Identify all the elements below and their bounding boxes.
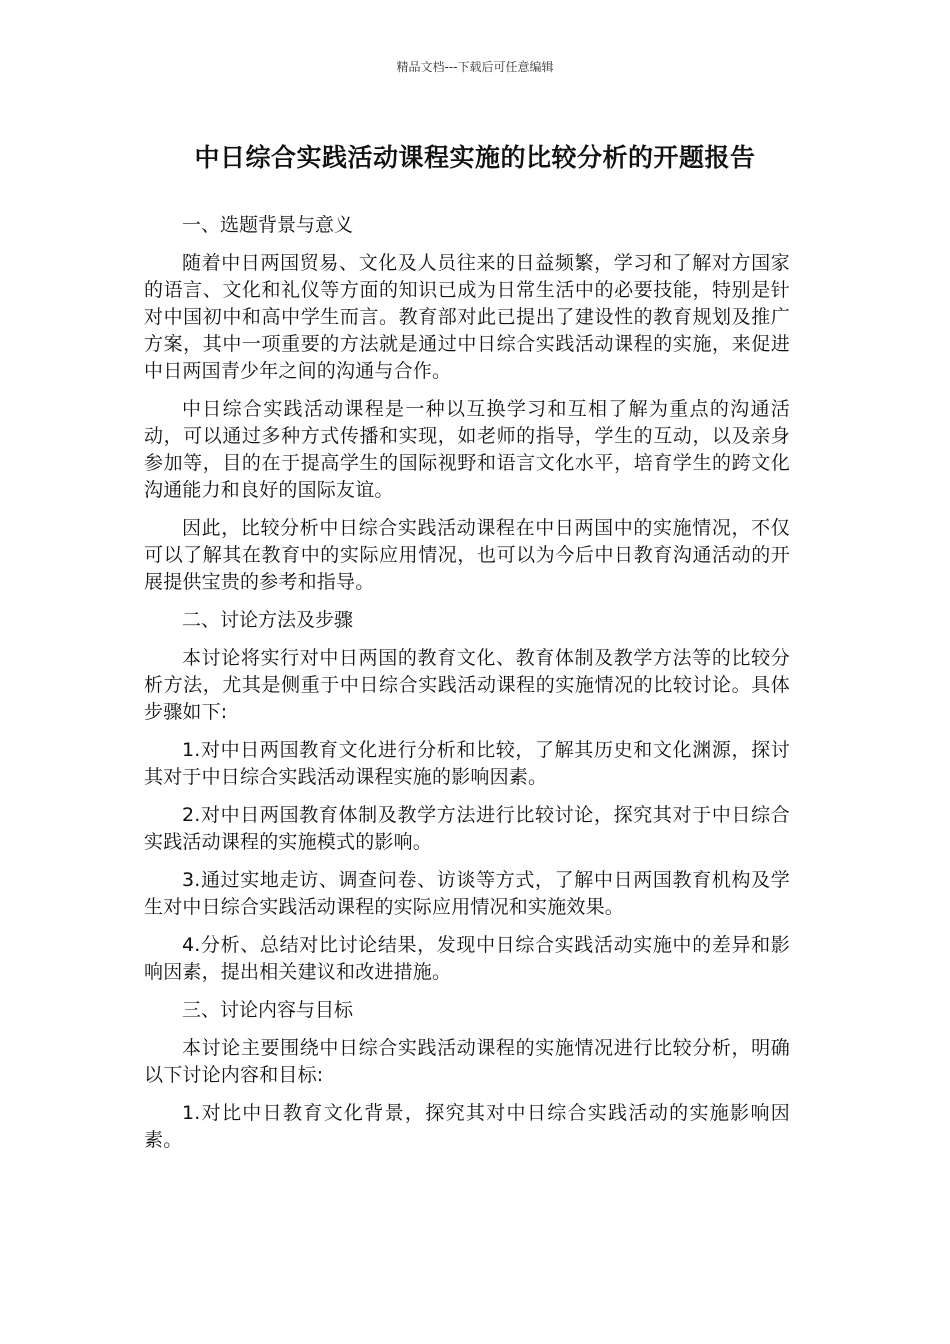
list-item: 1.对比中日教育文化背景，探究其对中日综合实践活动的实施影响因素。: [144, 1102, 790, 1151]
section-heading: 三、讨论内容与目标: [182, 999, 354, 1021]
paragraph: 本讨论将实行对中日两国的教育文化、教育体制及教学方法等的比较分析方法，尤其是侧重于中日综合实践活动课程的实施情况的比较讨论。具体步骤如下:: [144, 647, 790, 723]
paragraph: 中日综合实践活动课程是一种以互换学习和互相了解为重点的沟通活动，可以通过多种方式传播和实现，如老师的指导，学生的互动，以及亲身参加等，目的在于提高学生的国际视野和语言文化水平，培育学生的跨文化沟通能力和良好的国际友谊。: [144, 398, 790, 501]
document-body: [144, 212, 790, 1165]
header-note: 精品文档---下载后可任意编辑: [396, 60, 554, 74]
paragraph: 本讨论主要围绕中日综合实践活动课程的实施情况进行比较分析，明确以下讨论内容和目标:: [144, 1037, 790, 1086]
paragraph: 因此，比较分析中日综合实践活动课程在中日两国中的实施情况，不仅可以了解其在教育中的实际应用情况，也可以为今后中日教育沟通活动的开展提供宝贵的参考和指导。: [144, 517, 790, 593]
list-item: 3.通过实地走访、调查问卷、访谈等方式，了解中日两国教育机构及学生对中日综合实践活动课程的实际应用情况和实施效果。: [144, 869, 790, 918]
list-item: 1.对中日两国教育文化进行分析和比较，了解其历史和文化渊源，探讨其对于中日综合实践活动课程实施的影响因素。: [144, 739, 790, 788]
section-heading: 一、选题背景与意义: [182, 214, 354, 236]
list-item: 2.对中日两国教育体制及教学方法进行比较讨论，探究其对于中日综合实践活动课程的实施模式的影响。: [144, 804, 790, 853]
paragraph: 随着中日两国贸易、文化及人员往来的日益频繁，学习和了解对方国家的语言、文化和礼仪等方面的知识已成为日常生活中的必要技能，特别是针对中国初中和高中学生而言。教育部对此已提出了建设性的教育规划及推广方案，其中一项重要的方法就是通过中日综合实践活动课程的实施，来促进中日两国青少年之间的沟通与合作。: [144, 252, 790, 382]
list-item: 4.分析、总结对比讨论结果，发现中日综合实践活动实施中的差异和影响因素，提出相关建议和改进措施。: [144, 934, 790, 983]
document-title: 中日综合实践活动课程实施的比较分析的开题报告: [194, 143, 756, 172]
section-heading: 二、讨论方法及步骤: [182, 609, 354, 631]
